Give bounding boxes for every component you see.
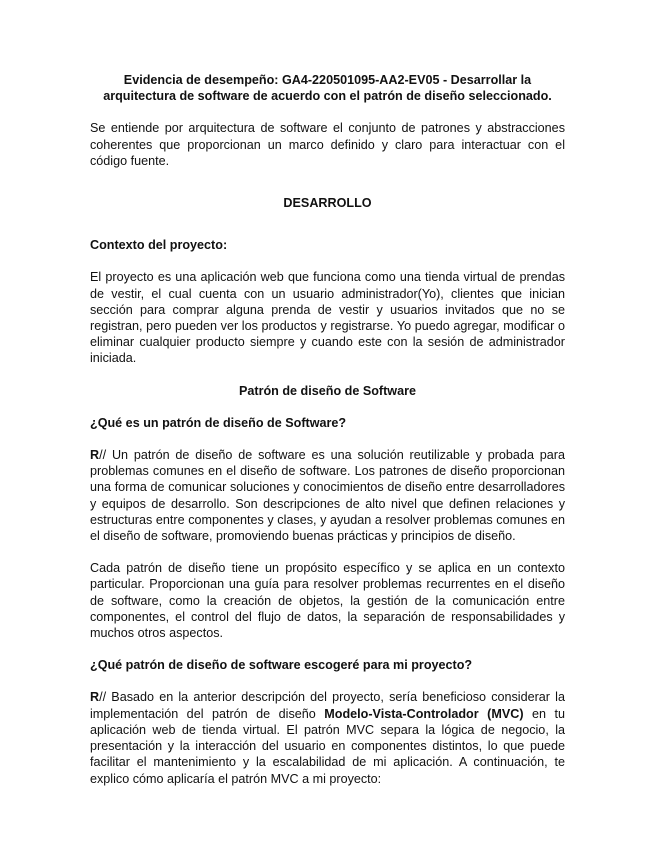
section-heading: DESARROLLO bbox=[283, 196, 372, 211]
question-2: ¿Qué patrón de diseño de software escogeré para mi proyecto? bbox=[90, 658, 473, 673]
answer-1-paragraph-2: Cada patrón de diseño tiene un propósito específico y se aplica en un contexto particular. Proporcionan una guía para resolver problemas recurrentes en el diseño de software, como la creación de objetos, la gestión de la comunicación entre componentes, el control del flujo de datos, la separación de responsabilidades y muchos otros aspectos. bbox=[90, 561, 565, 641]
answer-2-prefix: R bbox=[90, 690, 100, 705]
document-title: Evidencia de desempeño: GA4-220501095-AA2-EV05 - Desarrollar la arquitectura de software de acuerdo con el patrón de diseño seleccionado. bbox=[103, 73, 552, 104]
pattern-heading: Patrón de diseño de Software bbox=[238, 383, 417, 398]
context-heading: Contexto del proyecto: bbox=[90, 238, 228, 253]
answer-1-prefix: R bbox=[90, 448, 100, 463]
answer-1-text: // Un patrón de diseño de software es una solución reutilizable y probada para problemas comunes en el diseño de software. Los patrones de diseño proporcionan una forma de comunicar soluciones y conocimientos de diseño entre desarrolladores y equipos de desarrollo. Son descripciones de alto nivel que definen relaciones y estructuras entre componentes y clases, y ayudan a resolver problemas comunes en el diseño de software, promoviendo buenas prácticas y principios de diseño. bbox=[90, 448, 565, 544]
question-1: ¿Qué es un patrón de diseño de Software? bbox=[90, 415, 347, 430]
answer-2-text-end: en tu aplicación web de tienda virtual. El patrón MVC separa la lógica de negocio, la presentación y la interacción del usuario en componentes distintos, lo que puede facilitar el mantenimiento y la escalabilidad de mi aplicación. A continuación, te explico cómo aplicaría el patrón MVC a mi proyecto: bbox=[90, 706, 565, 786]
intro-paragraph: Se entiende por arquitectura de software el conjunto de patrones y abstracciones coherentes que proporcionan un marco definido y claro para interactuar con el código fuente. bbox=[90, 121, 565, 168]
document-page bbox=[90, 72, 565, 787]
answer-2-paragraph bbox=[90, 689, 565, 786]
answer-2-text-start: // Basado en la anterior descripción del proyecto, sería beneficioso considerar la implementación del patrón de diseño bbox=[90, 690, 565, 721]
answer-1-paragraph bbox=[90, 447, 565, 544]
context-paragraph: El proyecto es una aplicación web que funciona como una tienda virtual de prendas de vestir, el cual cuenta con un usuario administrador(Yo), clientes que inician sección para comprar alguna prenda de vestir y usuarios invitados que no se registran, pero pueden ver los productos y registrarse. Yo puedo agregar, modificar o eliminar cualquier producto siempre y cuando este con la sesión de administrador iniciada. bbox=[90, 270, 565, 366]
mvc-term: Modelo-Vista-Controlador (MVC) bbox=[324, 706, 524, 721]
